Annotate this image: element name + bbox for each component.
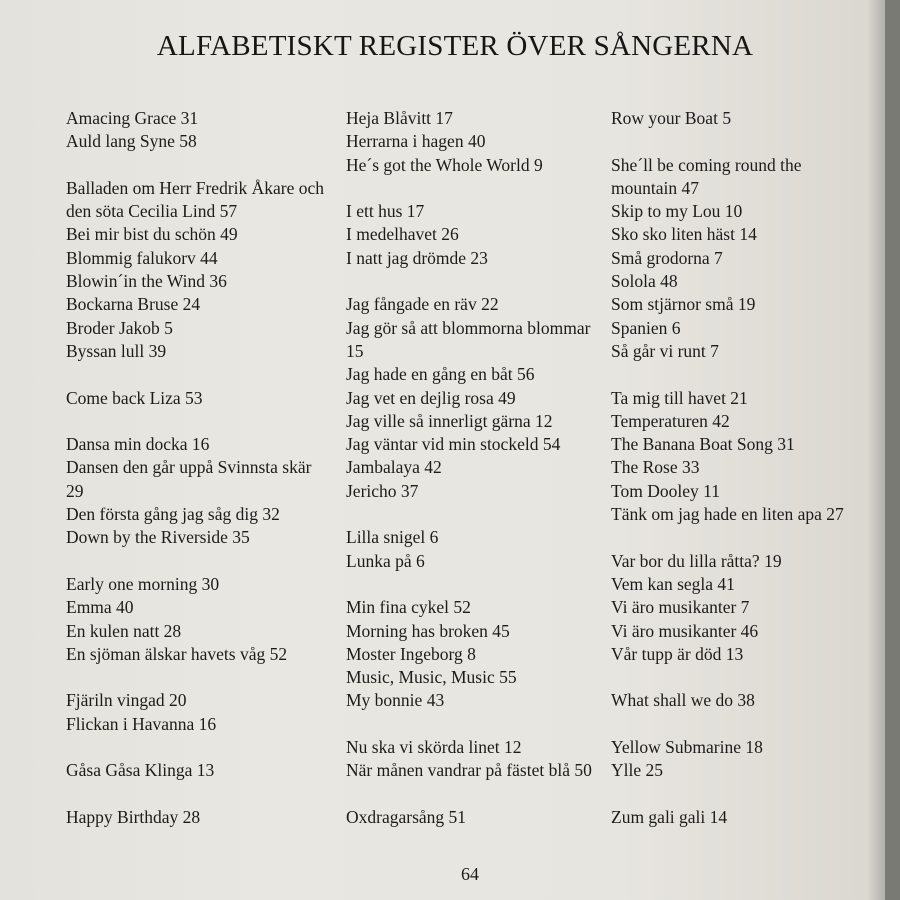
song-index-entry: När månen vandrar på fästet blå 50 — [346, 760, 592, 781]
song-index-entry: Så går vi runt 7 — [611, 340, 719, 361]
index-letter-group — [611, 689, 861, 712]
song-index-entry: En sjöman älskar havets våg 52 — [66, 643, 288, 664]
index-letter-group — [346, 526, 596, 573]
song-index-entry: What shall we do 38 — [611, 690, 755, 711]
song-index-entry: Skip to my Lou 10 — [611, 201, 743, 222]
index-letter-group — [611, 806, 861, 829]
page-title: ALFABETISKT REGISTER ÖVER SÅNGERNA — [156, 30, 754, 62]
song-index-entry: Blowin´in the Wind 36 — [66, 271, 227, 292]
index-letter-group — [66, 573, 326, 666]
song-index-entry: Dansen den går uppå Svinnsta skär 29 — [66, 457, 312, 501]
song-index-entry: Morning has broken 45 — [346, 620, 510, 641]
index-letter-group — [346, 596, 596, 712]
song-index-entry: Fjäriln vingad 20 — [66, 690, 187, 711]
index-column-3 — [611, 107, 861, 853]
index-letter-group — [346, 736, 596, 783]
song-index-entry: Early one morning 30 — [66, 573, 220, 594]
song-index-entry: Små grodorna 7 — [611, 247, 723, 268]
index-letter-group — [611, 736, 861, 783]
song-index-entry: Jag gör så att blommorna blommar 15 — [346, 317, 591, 361]
index-letter-group — [66, 387, 326, 410]
index-letter-group — [346, 293, 596, 503]
song-index-entry: Sko sko liten häst 14 — [611, 224, 757, 245]
song-index-entry: Vi äro musikanter 46 — [611, 620, 759, 641]
song-index-entry: Dansa min docka 16 — [66, 434, 210, 455]
song-index-entry: Vi äro musikanter 7 — [611, 597, 750, 618]
song-index-entry: Row your Boat 5 — [611, 108, 732, 128]
song-index-entry: Happy Birthday 28 — [66, 806, 201, 827]
index-letter-group — [346, 806, 596, 829]
index-letter-group — [346, 200, 596, 270]
page-number: 64 — [461, 864, 479, 884]
song-index-entry: My bonnie 43 — [346, 690, 445, 711]
song-index-entry: Temperaturen 42 — [611, 410, 730, 431]
song-index-entry: Jericho 37 — [346, 480, 419, 501]
index-column-1 — [66, 107, 326, 853]
song-index-entry: Jambalaya 42 — [346, 457, 442, 478]
song-index-entry: The Rose 33 — [611, 457, 700, 478]
index-letter-group — [611, 550, 861, 666]
song-index-entry: Gåsa Gåsa Klinga 13 — [66, 760, 215, 781]
index-letter-group — [611, 107, 861, 130]
index-letter-group — [66, 177, 326, 363]
song-index-entry: Jag väntar vid min stockeld 54 — [346, 434, 561, 455]
song-index-entry: Bei mir bist du schön 49 — [66, 224, 238, 245]
song-index-entry: He´s got the Whole World 9 — [346, 154, 543, 175]
song-index-entry: En kulen natt 28 — [66, 620, 182, 641]
song-index-entry: Jag ville så innerligt gärna 12 — [346, 410, 553, 431]
song-index-entry: Tänk om jag hade en liten apa 27 — [611, 504, 844, 525]
song-index-entry: Down by the Riverside 35 — [66, 527, 250, 548]
song-index-entry: Spanien 6 — [611, 317, 681, 338]
song-index-entry: Min fina cykel 52 — [346, 597, 471, 618]
index-letter-group — [66, 107, 326, 154]
song-index-entry: Balladen om Herr Fredrik Åkare och den söta Cecilia Lind 57 — [66, 177, 325, 222]
song-index-entry: Solola 48 — [611, 271, 678, 292]
song-index-entry: Nu ska vi skörda linet 12 — [346, 737, 522, 758]
song-index-entry: Come back Liza 53 — [66, 387, 203, 408]
song-index-entry: Ta mig till havet 21 — [611, 387, 748, 408]
index-letter-group — [66, 433, 326, 549]
song-index-entry: Music, Music, Music 55 — [346, 667, 517, 688]
song-index-entry: Moster Ingeborg 8 — [346, 643, 476, 664]
song-index-entry: Byssan lull 39 — [66, 340, 167, 361]
song-index-entry: Jag hade en gång en båt 56 — [346, 364, 535, 385]
song-index-entry: Broder Jakob 5 — [66, 317, 173, 338]
song-index-entry: Lilla snigel 6 — [346, 527, 439, 548]
index-letter-group — [66, 806, 326, 829]
song-index-entry: Amacing Grace 31 — [66, 108, 199, 128]
song-index-entry: Tom Dooley 11 — [611, 480, 720, 501]
song-index-entry: Blommig falukorv 44 — [66, 247, 218, 268]
song-index-entry: Heja Blåvitt 17 — [346, 108, 453, 128]
song-index-entry: Herrarna i hagen 40 — [346, 131, 486, 152]
song-index-entry: Ylle 25 — [611, 760, 664, 781]
song-index-entry: I medelhavet 26 — [346, 224, 459, 245]
song-index-entry: I natt jag drömde 23 — [346, 247, 488, 268]
song-index-entry: Den första gång jag såg dig 32 — [66, 504, 280, 525]
index-letter-group — [346, 107, 596, 177]
song-index-entry: Jag fångade en räv 22 — [346, 294, 499, 315]
song-index-entry: Flickan i Havanna 16 — [66, 713, 217, 734]
song-index-entry: Yellow Submarine 18 — [611, 737, 763, 758]
index-letter-group — [611, 387, 861, 527]
index-column-2 — [346, 107, 596, 853]
song-index-entry: Oxdragarsång 51 — [346, 806, 467, 827]
song-index-entry: Auld lang Syne 58 — [66, 131, 197, 152]
index-letter-group — [611, 154, 861, 364]
song-index-entry: Vem kan segla 41 — [611, 573, 735, 594]
song-index-entry: I ett hus 17 — [346, 201, 425, 222]
index-letter-group — [66, 689, 326, 736]
song-index-entry: The Banana Boat Song 31 — [611, 434, 795, 455]
song-index-entry: Jag vet en dejlig rosa 49 — [346, 387, 516, 408]
song-index-entry: Bockarna Bruse 24 — [66, 294, 201, 315]
song-index-entry: Lunka på 6 — [346, 550, 425, 571]
song-index-entry: She´ll be coming round the mountain 47 — [611, 154, 802, 198]
page-edge-shadow — [867, 0, 885, 900]
index-letter-group — [66, 759, 326, 782]
song-index-entry: Vår tupp är död 13 — [611, 643, 744, 664]
song-index-entry: Emma 40 — [66, 597, 134, 618]
song-index-entry: Zum gali gali 14 — [611, 806, 728, 827]
song-index-entry: Var bor du lilla råtta? 19 — [611, 550, 782, 571]
song-index-entry: Som stjärnor små 19 — [611, 294, 756, 315]
